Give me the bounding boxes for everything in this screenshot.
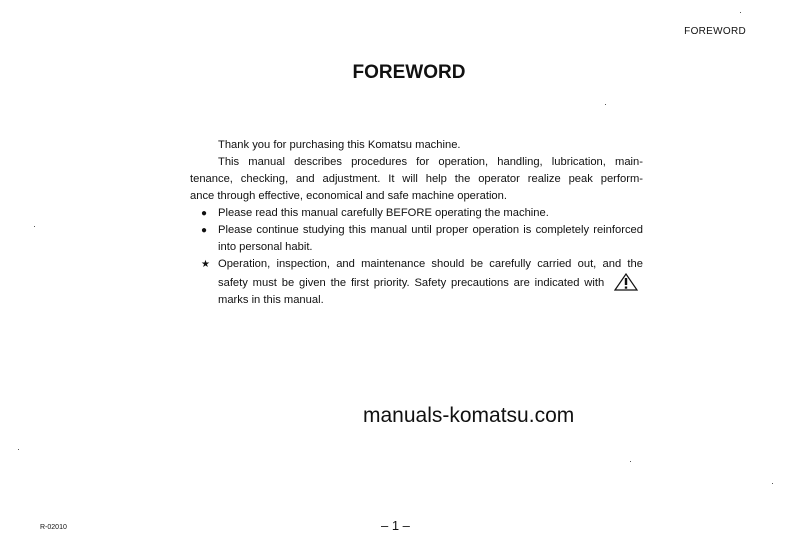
scan-speck bbox=[34, 226, 35, 227]
document-code: R-02010 bbox=[40, 524, 67, 531]
page-title: FOREWORD bbox=[352, 62, 466, 83]
bullet-icon: ● bbox=[201, 208, 208, 219]
intro-line-3: ance through effective, economical and safe machine operation. bbox=[190, 190, 507, 202]
scan-speck bbox=[772, 483, 773, 484]
bullet-text: Please continue studying this manual until proper operation is completely reinforced into personal habit. bbox=[218, 224, 643, 253]
foreword-body bbox=[190, 137, 643, 309]
star-text: Operation, inspection, and maintenance should be carefully carried out, and the safety must be given the first priority. Safety precautions are indicated with bbox=[218, 258, 643, 289]
star-item bbox=[190, 256, 643, 309]
thanks-paragraph: Thank you for purchasing this Komatsu machine. bbox=[218, 139, 461, 151]
bullet-icon: ● bbox=[201, 225, 208, 236]
star-icon: ★ bbox=[201, 259, 210, 270]
star-text-end: marks in this manual. bbox=[218, 294, 324, 306]
watermark-text: manuals-komatsu.com bbox=[363, 404, 575, 427]
page-number: – 1 – bbox=[381, 518, 410, 533]
running-header: FOREWORD bbox=[684, 26, 746, 37]
intro-line-2: tenance, checking, and adjustment. It will help the operator realize peak perform- bbox=[190, 173, 643, 185]
bullet-item bbox=[190, 205, 643, 222]
warning-triangle-icon bbox=[613, 273, 639, 291]
bullet-item bbox=[190, 222, 643, 256]
scan-speck bbox=[630, 461, 631, 462]
intro-line-1: This manual describes procedures for operation, handling, lubrication, main- bbox=[218, 156, 643, 168]
scan-speck bbox=[740, 12, 741, 13]
scan-speck bbox=[605, 104, 606, 105]
bullet-text: Please read this manual carefully BEFORE operating the machine. bbox=[218, 207, 549, 219]
scan-speck bbox=[18, 449, 19, 450]
